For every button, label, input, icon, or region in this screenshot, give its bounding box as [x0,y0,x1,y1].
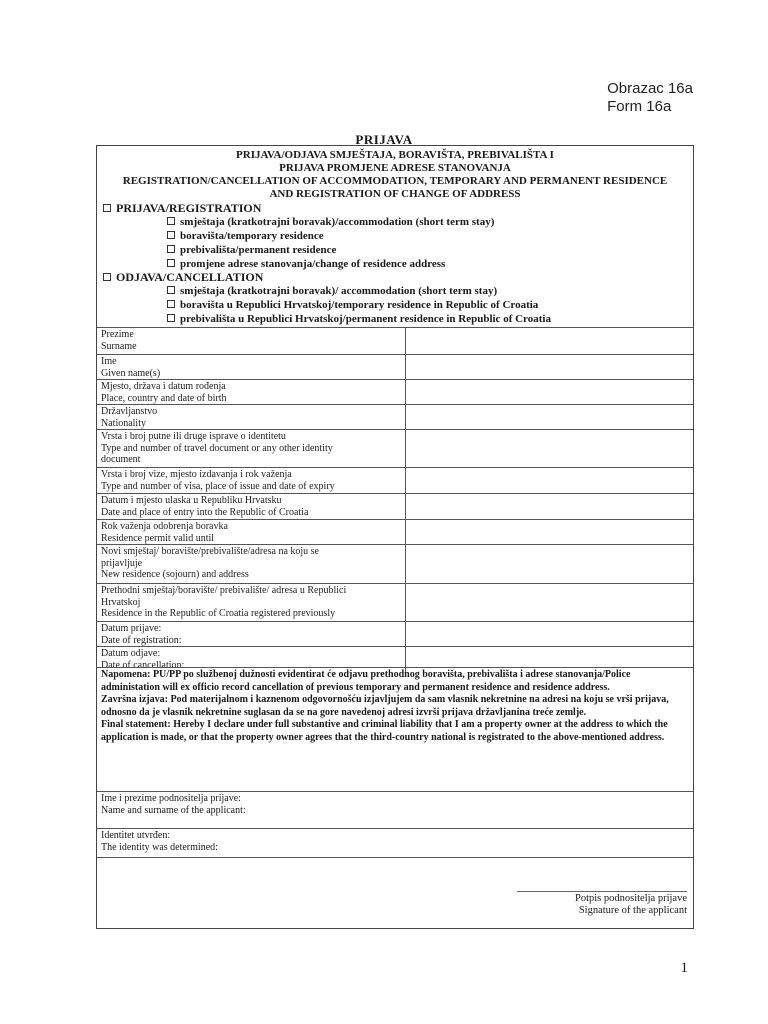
cancel-option-permanent[interactable]: prebivališta u Republici Hrvatskoj/permanent residence in Republic of Croatia [167,312,551,326]
option-change-address[interactable]: promjene adrese stanovanja/change of residence address [167,257,445,271]
field-label: Date of registration: [101,634,182,646]
checkbox-icon[interactable] [167,286,175,294]
field-label: Datum i mjesto ulaska u Republiku Hrvatsku [101,495,282,506]
note-text: Napomena: PU/PP po službenoj dužnosti evidentirat će odjavu prethodnog boravišta, prebivališta i adrese stanovanja/Police administation will ex officio record cancellation of previous temporary and permanent residence and residence address. [101,669,631,693]
cancel-option-accommodation[interactable]: smještaja (kratkotrajni boravak)/ accommodation (short term stay) [167,284,497,298]
registration-date-input[interactable] [405,622,694,646]
field-row-birth [97,379,693,404]
cancellation-label: ODJAVA/CANCELLATION [116,270,264,284]
birth-input[interactable] [405,380,694,404]
field-label: Date and place of entry into the Republic of Croatia [101,506,309,518]
field-row-nationality [97,404,693,429]
signature-line [517,891,687,892]
option-permanent-residence[interactable]: prebivališta/permanent residence [167,243,336,257]
field-label: Residence in the Republic of Croatia registered previously [101,608,336,619]
field-label: Surname [101,340,137,352]
final-statement-hr: Završna izjava: Pod materijalnom i kaznenom odgovornošću izjavljujem da sam vlasnik nekretnine na adresi na koju se vrši prijava, odnosno da je vlasnik nekretnine suglasan da se na gore navedenoj adresi izvrši prijava državljanina treće zemlje. [101,694,669,718]
field-row-registration-date [97,621,693,646]
field-row-permit-valid [97,519,693,544]
field-label: Vrsta i broj putne ili druge isprave o identitetu [101,431,286,442]
checkbox-icon[interactable] [167,245,175,253]
field-label: Type and number of visa, place of issue and date of expiry [101,480,335,492]
signature-area[interactable] [97,857,693,928]
option-temporary-residence[interactable]: boravišta/temporary residence [167,229,324,243]
field-label: Date of cancellation: [101,659,185,671]
field-label: Prezime [101,329,134,340]
form-code-hr: Obrazac 16a [607,80,693,97]
final-statement-en: Final statement: Hereby I declare under full substantive and criminal liability that I am a property owner at the address to which the application is made, or that the property owner agrees that the third-country national is registrated to the above-mentioned address. [101,719,668,743]
field-label: Datum odjave: [101,648,161,659]
field-label: Name and surname of the applicant: [101,804,246,816]
checkbox-icon[interactable] [167,314,175,322]
form-code [607,80,693,116]
field-label: Given name(s) [101,367,161,379]
field-row-given-names [97,354,693,379]
field-label: The identity was determined: [101,841,218,853]
field-label: Type and number of travel document or any other identity [101,442,333,454]
form-heading-line: PRIJAVA/ODJAVA SMJEŠTAJA, BORAVIŠTA, PREBIVALIŠTA I [236,149,554,161]
field-label: Hrvatskoj [101,596,141,608]
field-label: Državljanstvo [101,406,158,417]
nationality-input[interactable] [405,405,694,429]
signature-label: Potpis podnositelja prijave Signature of the applicant [575,893,687,916]
field-label: Residence permit valid until [101,532,215,544]
field-label: Mjesto, država i datum rođenja [101,381,226,392]
field-label: Prethodni smještaj/boravište/ prebivalište/ adresa u Republici [101,585,347,596]
field-label: prijavljuje [101,557,143,569]
field-label: Identitet utvrđen: [101,830,171,841]
field-label: Novi smještaj/ boravište/prebivalište/adresa na koju se [101,546,319,557]
field-row-surname [97,327,693,354]
registration-label: PRIJAVA/REGISTRATION [116,201,262,215]
cancel-option-temporary[interactable]: boravišta u Republici Hrvatskoj/temporary residence in Republic of Croatia [167,298,538,312]
field-label: Place, country and date of birth [101,392,227,404]
field-label: Ime i prezime podnositelja prijave: [101,793,241,804]
form-header [97,146,693,327]
form-code-en: Form 16a [607,98,672,115]
checkbox-icon[interactable] [103,204,111,212]
checkbox-icon[interactable] [167,259,175,267]
field-row-travel-document [97,429,693,467]
field-row-previous-residence [97,583,693,621]
travel-document-input[interactable] [405,430,694,467]
visa-input[interactable] [405,468,694,493]
notes-section [97,667,693,791]
field-row-visa [97,467,693,493]
given-names-input[interactable] [405,355,694,379]
registration-checkbox-row[interactable] [103,201,261,215]
field-row-new-residence [97,544,693,583]
entry-input[interactable] [405,494,694,519]
field-label: Nationality [101,417,146,429]
registration-form [96,145,694,929]
form-heading-line: REGISTRATION/CANCELLATION OF ACCOMMODATION, TEMPORARY AND PERMANENT RESIDENCE [122,175,668,187]
cancellation-checkbox-row[interactable] [103,270,263,284]
applicant-name-field[interactable] [97,791,693,828]
field-row-entry [97,493,693,519]
checkbox-icon[interactable] [167,231,175,239]
checkbox-icon[interactable] [103,273,111,281]
field-label: Rok važenja odobrenja boravka [101,521,228,532]
checkbox-icon[interactable] [167,300,175,308]
field-label: Vrsta i broj vize, mjesto izdavanja i rok važenja [101,469,292,480]
checkbox-icon[interactable] [167,217,175,225]
form-heading-line: PRIJAVA PROMJENE ADRESE STANOVANJA [279,162,511,174]
field-label: Ime [101,356,117,367]
new-residence-input[interactable] [405,545,694,583]
field-label: Datum prijave: [101,623,162,634]
page-number: 1 [680,960,688,976]
form-heading-line: AND REGISTRATION OF CHANGE OF ADDRESS [269,188,521,200]
field-label: document [101,454,141,465]
option-accommodation[interactable]: smještaja (kratkotrajni boravak)/accommodation (short term stay) [167,215,494,229]
identity-field[interactable] [97,828,693,857]
field-label: New residence (sojourn) and address [101,569,249,580]
surname-input[interactable] [405,328,694,354]
previous-residence-input[interactable] [405,584,694,621]
page-title: PRIJAVA [355,132,413,147]
permit-valid-input[interactable] [405,520,694,544]
